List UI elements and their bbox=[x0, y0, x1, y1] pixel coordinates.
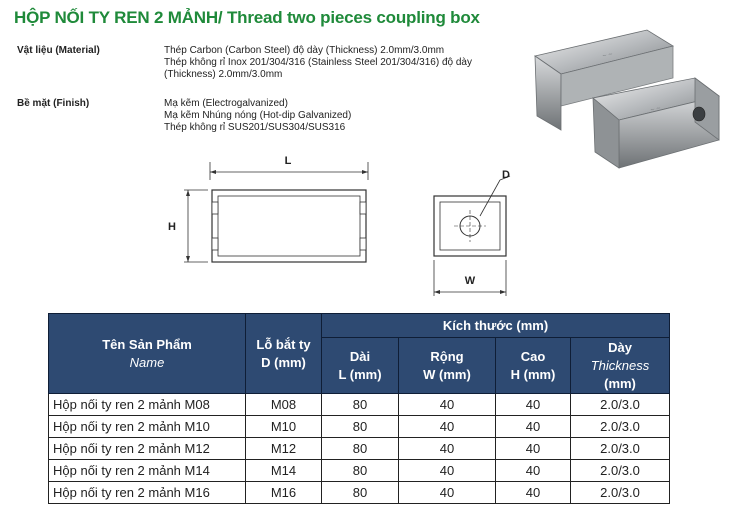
table-row bbox=[49, 438, 670, 460]
header-height-line2: H (mm) bbox=[510, 366, 556, 382]
product-photo bbox=[527, 26, 723, 186]
header-bolt bbox=[246, 314, 322, 394]
header-length-line1: Dài bbox=[349, 348, 371, 364]
cell-height: 40 bbox=[496, 416, 571, 438]
header-thickness-line3: (mm) bbox=[604, 375, 636, 391]
material-line: (Thickness) 2.0mm/3.0mm bbox=[164, 69, 283, 80]
cell-name: Hộp nối ty ren 2 mảnh M12 bbox=[49, 438, 246, 460]
cell-thickness: 2.0/3.0 bbox=[571, 482, 670, 504]
table-row bbox=[49, 394, 670, 416]
dim-label-w: W bbox=[464, 275, 476, 287]
header-height bbox=[496, 338, 571, 394]
header-thickness-line2: Thickness bbox=[590, 357, 650, 373]
header-width-line1: Rộng bbox=[430, 348, 464, 364]
table-row bbox=[49, 416, 670, 438]
cell-thickness: 2.0/3.0 bbox=[571, 394, 670, 416]
page-title: HỘP NỐI TY REN 2 MẢNH/ Thread two pieces coupling box bbox=[14, 8, 480, 27]
header-bolt-line1: Lỗ bắt ty bbox=[256, 336, 311, 352]
cell-bolt: M16 bbox=[246, 482, 322, 504]
cell-width: 40 bbox=[399, 460, 496, 482]
technical-drawing bbox=[158, 150, 538, 300]
cell-length: 80 bbox=[322, 416, 399, 438]
cell-thickness: 2.0/3.0 bbox=[571, 416, 670, 438]
stamp-mark: ~ ~ bbox=[601, 51, 614, 60]
header-name bbox=[49, 314, 246, 394]
header-length-line2: L (mm) bbox=[338, 366, 382, 382]
table-row bbox=[49, 460, 670, 482]
finish-line: Mạ kẽm (Electrogalvanized) bbox=[164, 98, 288, 109]
header-width-line2: W (mm) bbox=[423, 366, 471, 382]
stamp-mark: ~ ~ bbox=[649, 105, 662, 114]
cell-width: 40 bbox=[399, 482, 496, 504]
cell-thickness: 2.0/3.0 bbox=[571, 460, 670, 482]
cell-width: 40 bbox=[399, 394, 496, 416]
table-row bbox=[49, 482, 670, 504]
cell-bolt: M12 bbox=[246, 438, 322, 460]
finish-line: Mạ kẽm Nhúng nóng (Hot-dip Galvanized) bbox=[164, 110, 352, 121]
header-name-vi: Tên Sản Phẩm bbox=[102, 336, 192, 352]
header-height-line1: Cao bbox=[520, 348, 546, 364]
dim-label-h: H bbox=[168, 221, 176, 233]
header-name-en: Name bbox=[129, 354, 165, 370]
cell-name: Hộp nối ty ren 2 mảnh M14 bbox=[49, 460, 246, 482]
cell-length: 80 bbox=[322, 394, 399, 416]
dim-label-l: L bbox=[284, 155, 292, 167]
header-dimensions: Kích thước (mm) bbox=[322, 314, 670, 338]
header-width bbox=[399, 338, 496, 394]
cell-thickness: 2.0/3.0 bbox=[571, 438, 670, 460]
cell-length: 80 bbox=[322, 482, 399, 504]
cell-length: 80 bbox=[322, 460, 399, 482]
dim-label-d: D bbox=[502, 169, 510, 181]
finish-line: Thép không rỉ SUS201/SUS304/SUS316 bbox=[164, 122, 346, 133]
cell-height: 40 bbox=[496, 438, 571, 460]
cell-width: 40 bbox=[399, 416, 496, 438]
header-thickness bbox=[571, 338, 670, 394]
header-bolt-line2: D (mm) bbox=[261, 354, 306, 370]
material-text bbox=[164, 45, 524, 81]
finish-label: Bề mặt (Finish) bbox=[17, 98, 90, 109]
cell-width: 40 bbox=[399, 438, 496, 460]
finish-text bbox=[164, 98, 524, 134]
cell-height: 40 bbox=[496, 482, 571, 504]
cell-bolt: M10 bbox=[246, 416, 322, 438]
material-label: Vật liệu (Material) bbox=[17, 45, 100, 56]
cell-name: Hộp nối ty ren 2 mảnh M16 bbox=[49, 482, 246, 504]
cell-name: Hộp nối ty ren 2 mảnh M10 bbox=[49, 416, 246, 438]
cell-length: 80 bbox=[322, 438, 399, 460]
material-line: Thép Carbon (Carbon Steel) độ dày (Thickness) 2.0mm/3.0mm bbox=[164, 45, 445, 56]
cell-bolt: M14 bbox=[246, 460, 322, 482]
side-view bbox=[212, 190, 366, 262]
header-thickness-line1: Dày bbox=[608, 339, 632, 355]
header-length bbox=[322, 338, 399, 394]
cell-name: Hộp nối ty ren 2 mảnh M08 bbox=[49, 394, 246, 416]
material-line: Thép không rỉ Inox 201/304/316 (Stainless Steel 201/304/316) độ dày bbox=[164, 57, 472, 68]
cell-bolt: M08 bbox=[246, 394, 322, 416]
spec-table bbox=[48, 313, 670, 504]
cell-height: 40 bbox=[496, 460, 571, 482]
cell-height: 40 bbox=[496, 394, 571, 416]
